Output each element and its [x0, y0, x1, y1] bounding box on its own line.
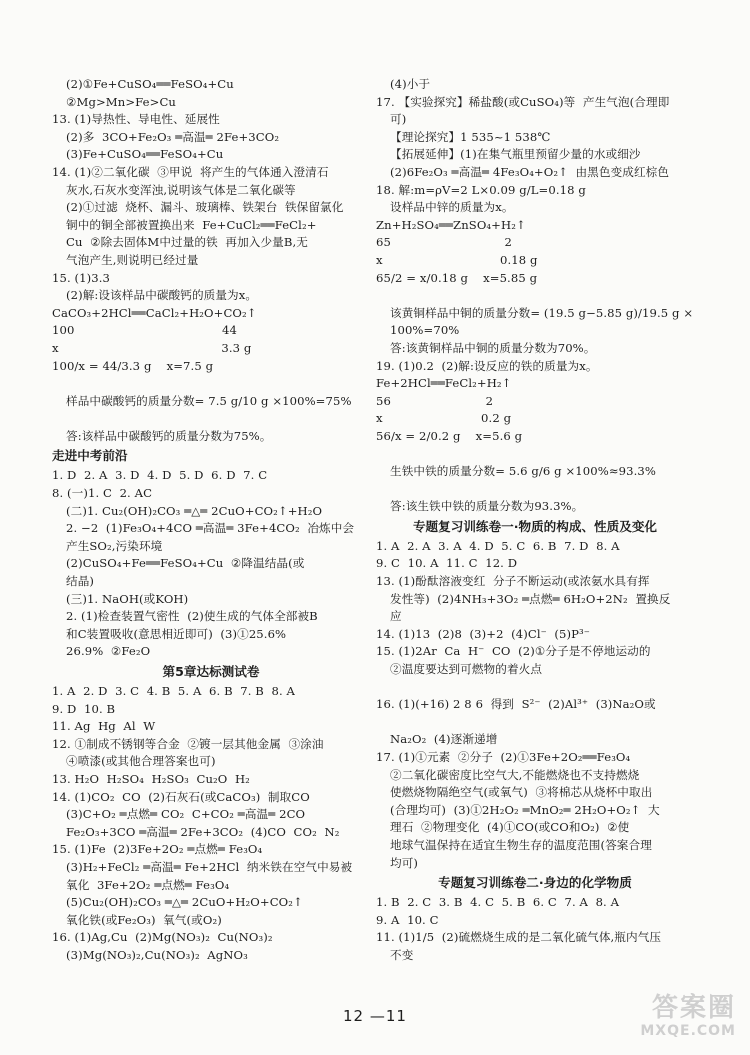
answer-line: (2)解:设该样品中碳酸钙的质量为x。 [66, 288, 258, 303]
answer-line: 9. A 10. C [376, 912, 439, 927]
answer-line: 15. (1)3.3 [52, 270, 110, 285]
answer-line: (3)Mg(NO₃)₂,Cu(NO₃)₂ AgNO₃ [66, 947, 248, 962]
answer-line: 【理论探究】1 535~1 538℃ [390, 129, 551, 144]
answer-line: 11. Ag Hg Al W [52, 719, 156, 734]
answer-line [52, 375, 370, 393]
answer-line: ④喷漆(或其他合理答案也可) [66, 754, 216, 769]
watermark-bottom: MXQE.COM [640, 1023, 736, 1039]
answer-line: x 0.2 g [376, 411, 512, 426]
answer-line: x 0.18 g [376, 252, 538, 267]
answer-line: 1. A 2. D 3. C 4. B 5. A 6. B 7. B 8. A [52, 684, 296, 698]
answer-line: (合理均可) (3)①2H₂O₂ ═MnO₂═ 2H₂O+O₂↑ 大 [390, 802, 660, 817]
answer-line: (3)H₂+FeCl₂ ═高温═ Fe+2HCl 纳米铁在空气中易被 [66, 859, 353, 874]
answer-line: (2)CuSO₄+Fe══FeSO₄+Cu ②降温结晶(或 [66, 556, 305, 571]
answer-line: 1. D 2. A 3. D 4. D 5. D 6. D 7. C [52, 468, 268, 483]
answer-line: (三)1. NaOH(或KOH) [66, 591, 189, 606]
answer-line: 65/2 = x/0.18 g x=5.85 g [376, 270, 538, 285]
answer-line: 产生SO₂,污染环境 [66, 538, 163, 553]
answer-line: 56/x = 2/0.2 g x=5.6 g [376, 428, 523, 443]
answer-line: Na₂O₂ (4)逐渐递增 [390, 732, 498, 747]
answer-line: 15. (1)Fe (2)3Fe+2O₂ ═点燃═ Fe₃O₄ [52, 842, 263, 857]
answer-line: 理石 ②物理变化 (4)①CO(或CO和O₂) ②使 [390, 820, 630, 835]
answer-line: 16. (1)(+16) 2 8 6 得到 S²⁻ (2)Al³⁺ (3)Na₂O或 [376, 697, 656, 712]
answer-line: Cu ②除去固体M中过量的铁 再加入少量B,无 [66, 235, 308, 250]
answer-line: 氧化铁(或Fe₂O₃) 氧气(或O₂) [66, 912, 222, 927]
answer-line: 设样品中锌的质量为x。 [390, 200, 514, 215]
answer-line: 应 [390, 609, 402, 624]
answer-line: 8. (一)1. C 2. AC [52, 486, 153, 501]
answer-line: (4)小于 [390, 77, 431, 91]
answer-line: 2. −2 (1)Fe₃O₄+4CO ═高温═ 3Fe+4CO₂ 冶炼中会 [66, 521, 355, 536]
answer-line: ②温度要达到可燃物的着火点 [390, 662, 543, 676]
answer-line [376, 287, 694, 305]
answer-line: 11. (1)1/5 (2)硫燃烧生成的是二氧化硫气体,瓶内气压 [376, 930, 662, 945]
answer-line: 16. (1)Ag,Cu (2)Mg(NO₃)₂ Cu(NO₃)₂ [52, 930, 273, 945]
answer-line: 9. D 10. B [52, 701, 116, 716]
answer-line [376, 445, 694, 463]
answer-line: Fe+2HCl══FeCl₂+H₂↑ [376, 376, 512, 391]
answer-line: 9. C 10. A 11. C 12. D [376, 556, 518, 571]
answer-line: 可) [390, 112, 407, 127]
answer-line: 19. (1)0.2 (2)解:设反应的铁的质量为x。 [376, 358, 598, 373]
section-heading: 专题复习训练卷一·物质的构成、性质及变化 [412, 518, 658, 534]
answer-line: 13. H₂O H₂SO₄ H₂SO₃ Cu₂O H₂ [52, 771, 250, 786]
answer-line: 100 44 [52, 323, 238, 338]
answer-line: 答:该样品中碳酸钙的质量分数为75%。 [66, 428, 272, 443]
answer-line: Fe₂O₃+3CO ═高温═ 2Fe+3CO₂ (4)CO CO₂ N₂ [66, 824, 340, 839]
answer-line: 均可) [390, 855, 419, 870]
answer-line: 和C装置吸收(意思相近即可) (3)①25.6% [66, 626, 287, 641]
answer-line: CaCO₃+2HCl══CaCl₂+H₂O+CO₂↑ [52, 305, 257, 320]
answer-line: 65 2 [376, 235, 512, 250]
answer-line: 2. (1)检查装置气密性 (2)使生成的气体全部被B [66, 609, 318, 624]
answer-line: 100/x = 44/3.3 g x=7.5 g [52, 358, 214, 373]
answer-line: 地球气温保持在适宜生物生存的温度范围(答案合理 [390, 837, 652, 852]
answer-line: 不变 [390, 947, 414, 962]
answer-line: 17. (1)①元素 ②分子 (2)①3Fe+2O₂══Fe₃O₄ [376, 749, 631, 764]
right-column [376, 76, 694, 965]
answer-line: 气泡产生,则说明已经过量 [66, 252, 199, 267]
answer-line: 100%=70% [390, 323, 460, 338]
watermark-logo [596, 993, 736, 1047]
answer-line: 17. 【实验探究】稀盐酸(或CuSO₄)等 产生气泡(合理即 [376, 94, 670, 109]
answer-line [52, 410, 370, 428]
answer-line: 生铁中铁的质量分数= 5.6 g/6 g ×100%≈93.3% [390, 464, 656, 479]
watermark-top: 答案圈 [651, 993, 736, 1023]
answer-line: 使燃烧物隔绝空气(或氧气) ③将棉芯从烧杯中取出 [390, 785, 653, 800]
section-heading: 走进中考前沿 [52, 448, 128, 464]
answer-line: (2)6Fe₂O₃ ═高温═ 4Fe₃O₄+O₂↑ 由黑色变成红棕色 [390, 164, 670, 179]
answer-line: 【拓展延伸】(1)在集气瓶里预留少量的水或细沙 [390, 147, 641, 162]
answer-line: (2)①Fe+CuSO₄══FeSO₄+Cu [66, 77, 234, 91]
answer-line: 14. (1)CO₂ CO (2)石灰石(或CaCO₃) 制取CO [52, 789, 310, 804]
answer-line: 56 2 [376, 393, 494, 408]
answer-line: 1. A 2. A 3. A 4. D 5. C 6. B 7. D 8. A [376, 538, 620, 553]
answer-line: 答:该生铁中铁的质量分数为93.3%。 [390, 499, 584, 514]
answer-line: 铜中的铜全部被置换出来 Fe+CuCl₂══FeCl₂+ [66, 217, 317, 232]
answer-line: ②Mg>Mn>Fe>Cu [66, 94, 176, 109]
answer-line [376, 714, 694, 732]
answer-line: 26.9% ②Fe₂O [66, 644, 151, 659]
answer-line: (二)1. Cu₂(OH)₂CO₃ ═△═ 2CuO+CO₂↑+H₂O [66, 503, 323, 518]
left-column [52, 76, 370, 965]
answer-line: 14. (1)②二氧化碳 ③甲说 将产生的气体通入澄清石 [52, 164, 329, 179]
answer-line: (5)Cu₂(OH)₂CO₃ ═△═ 2CuO+H₂O+CO₂↑ [66, 895, 303, 910]
answer-line: 样品中碳酸钙的质量分数= 7.5 g/10 g ×100%=75% [66, 393, 352, 408]
answer-line: 该黄铜样品中铜的质量分数= (19.5 g−5.85 g)/19.5 g × [390, 305, 694, 320]
answer-line: 14. (1)13 (2)8 (3)+2 (4)Cl⁻ (5)P³⁻ [376, 626, 591, 641]
answer-line: ②二氧化碳密度比空气大,不能燃烧也不支持燃烧 [390, 767, 640, 782]
answer-line: 结晶) [66, 574, 95, 589]
answer-line: (2)多 3CO+Fe₂O₃ ═高温═ 2Fe+3CO₂ [66, 129, 280, 144]
answer-line: Zn+H₂SO₄══ZnSO₄+H₂↑ [376, 217, 526, 232]
section-heading: 第5章达标测试卷 [162, 664, 260, 679]
answer-line: 12. ①制成不锈钢等合金 ②镀一层其他金属 ③涂油 [52, 736, 324, 751]
answer-line: (3)C+O₂ ═点燃═ CO₂ C+CO₂ ═高温═ 2CO [66, 807, 306, 822]
answer-line: 答:该黄铜样品中铜的质量分数为70%。 [390, 340, 596, 355]
answer-line: 灰水,石灰水变浑浊,说明该气体是二氧化碳等 [66, 182, 296, 197]
page-number: 12 —11 [343, 1007, 407, 1025]
answer-line: x 3.3 g [52, 340, 252, 355]
answer-line: (3)Fe+CuSO₄══FeSO₄+Cu [66, 147, 224, 162]
answer-line: 13. (1)导热性、导电性、延展性 [52, 112, 220, 127]
answer-line: 13. (1)酚酞溶液变红 分子不断运动(或浓氨水具有挥 [376, 574, 650, 589]
answer-line: 氧化 3Fe+2O₂ ═点燃═ Fe₃O₄ [66, 877, 230, 892]
answer-line: 18. 解:m=ρV=2 L×0.09 g/L=0.18 g [376, 182, 586, 197]
answer-line: 15. (1)2Ar Ca H⁻ CO (2)①分子是不停地运动的 [376, 644, 651, 659]
answer-line: (2)①过滤 烧杯、漏斗、玻璃棒、铁架台 铁保留氯化 [66, 200, 344, 215]
section-heading: 专题复习训练卷二·身边的化学物质 [438, 875, 632, 891]
answer-line [376, 679, 694, 697]
answer-line: 1. B 2. C 3. B 4. C 5. B 6. C 7. A 8. A [376, 895, 620, 910]
answer-line [376, 481, 694, 499]
answer-line: 发性等) (2)4NH₃+3O₂ ═点燃═ 6H₂O+2N₂ 置换反 [390, 591, 671, 606]
